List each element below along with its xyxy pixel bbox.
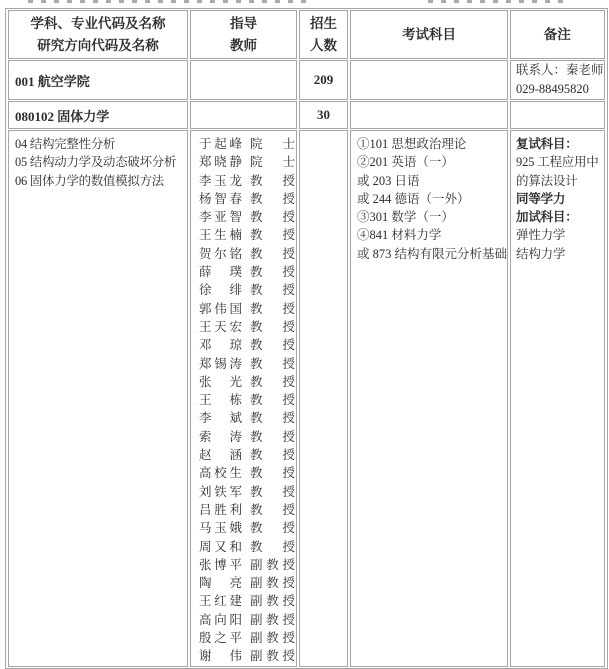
advisor-name: 陶亮: [199, 576, 242, 591]
exam-subject-item: ③301 数学（一）: [357, 210, 454, 225]
header-cell-enrollment: [299, 10, 348, 59]
header-cell-advisors: [190, 10, 297, 59]
admissions-table: [5, 8, 608, 669]
advisor-row: [199, 318, 296, 336]
advisor-name: 李斌: [199, 411, 242, 426]
major-exams-cell-empty: [350, 101, 508, 129]
advisor-row: [199, 263, 296, 281]
header-advisors-line1: 指导: [230, 15, 257, 31]
advisor-name: 于起峰: [199, 137, 242, 151]
advisor-title: 教授: [250, 411, 295, 426]
advisor-title: 教授: [250, 448, 295, 463]
detail-enrollment-cell-empty: [299, 130, 348, 667]
advisor-name: 谢伟: [199, 649, 242, 664]
header-cell-discipline: [8, 10, 188, 59]
research-direction-item: 05 结构动力学及动态破坏分析: [15, 155, 177, 170]
advisor-row: [199, 574, 296, 592]
table-header-row: [8, 10, 605, 59]
major-advisors-cell-empty: [190, 101, 297, 129]
advisor-name: 郑晓静: [199, 155, 242, 170]
advisor-title: 教授: [250, 301, 295, 316]
remark-line: 加试科目：: [516, 210, 578, 225]
header-enrollment-line2: 人数: [310, 37, 337, 53]
college-enrollment: 209: [299, 60, 348, 100]
advisor-title: 教授: [250, 374, 295, 389]
advisor-row: [199, 226, 296, 244]
exam-subject-item: ④841 材料力学: [357, 228, 442, 243]
advisor-row: [199, 464, 296, 482]
advisor-title: 副教授: [250, 576, 295, 591]
advisor-name: 殷之平: [199, 631, 242, 646]
advisor-name: 郑锡涛: [199, 356, 242, 371]
advisor-row: [199, 483, 296, 501]
advisor-title: 教授: [250, 265, 295, 280]
advisor-title: 教授: [250, 356, 295, 371]
advisor-title: 教授: [250, 228, 295, 243]
advisor-name: 贺尔铭: [199, 246, 242, 261]
cropped-top-text-fragment: [28, 0, 313, 3]
advisor-row: [199, 556, 296, 574]
advisor-name: 王红建: [199, 594, 242, 609]
cropped-top-text-fragment: [428, 0, 568, 3]
advisor-row: [199, 647, 296, 665]
exam-subject-item: ①101 思想政治理论: [357, 137, 467, 151]
research-direction-item: 04 结构完整性分析: [15, 137, 116, 151]
college-row: [8, 60, 605, 100]
advisor-row: [199, 538, 296, 556]
advisor-title: 教授: [250, 393, 295, 408]
advisor-name: 张博平: [199, 557, 242, 572]
exam-subject-item: 或 873 结构有限元分析基础: [357, 246, 508, 261]
advisor-title: 教授: [250, 246, 295, 261]
advisor-row: [199, 373, 296, 391]
advisor-name: 高校生: [199, 466, 242, 481]
advisor-title: 教授: [250, 521, 295, 536]
advisor-name: 薛璞: [199, 265, 242, 280]
advisors-cell: [190, 130, 297, 667]
advisor-name: 王天宏: [199, 319, 242, 334]
advisor-name: 邓琼: [199, 338, 242, 353]
header-cell-exam-subjects: 考试科目: [350, 10, 508, 59]
advisor-row: [199, 592, 296, 610]
contact-phone: 029-88495820: [516, 82, 589, 96]
advisor-title: 教授: [250, 191, 295, 206]
advisor-row: [199, 446, 296, 464]
advisor-title: 教授: [250, 210, 295, 225]
advisor-name: 李玉龙: [199, 173, 242, 188]
advisor-title: 副教授: [250, 594, 295, 609]
advisor-title: 教授: [250, 319, 295, 334]
college-remarks-cell: [510, 60, 605, 100]
advisor-title: 副教授: [250, 557, 295, 572]
advisor-row: [199, 519, 296, 537]
research-directions-cell: [8, 130, 188, 667]
advisor-title: 教授: [250, 466, 295, 481]
remark-line: 复试科目：: [516, 137, 578, 151]
research-direction-item: 06 固体力学的数值模拟方法: [15, 173, 164, 188]
advisor-name: 吕胜利: [199, 502, 242, 517]
advisor-name: 周又和: [199, 539, 242, 554]
advisor-name: 王栋: [199, 393, 242, 408]
college-code-name: 001 航空学院: [8, 60, 188, 100]
remarks-cell: [510, 130, 605, 667]
advisor-row: [199, 300, 296, 318]
college-advisors-cell-empty: [190, 60, 297, 100]
advisor-row: [199, 611, 296, 629]
exam-subject-item: 或 203 日语: [357, 173, 420, 188]
advisor-name: 索涛: [199, 429, 242, 444]
advisor-name: 郭伟国: [199, 301, 242, 316]
contact-person: 联系人：秦老师: [516, 63, 604, 77]
advisor-title: 院士: [250, 137, 295, 151]
advisor-row: [199, 391, 296, 409]
advisor-row: [199, 336, 296, 354]
header-cell-remarks: 备注: [510, 10, 605, 59]
remark-line: 的算法设计: [516, 173, 578, 188]
advisor-row: [199, 501, 296, 519]
advisor-name: 刘铁军: [199, 484, 242, 499]
advisor-title: 教授: [250, 283, 295, 298]
advisor-title: 教授: [250, 502, 295, 517]
advisor-name: 杨智春: [199, 191, 242, 206]
advisor-title: 副教授: [250, 649, 295, 664]
exam-subject-item: ②201 英语（一）: [357, 155, 454, 170]
header-advisors-line2: 教师: [230, 37, 257, 53]
advisor-title: 副教授: [250, 612, 295, 627]
advisor-name: 徐绯: [199, 283, 242, 298]
advisor-row: [199, 172, 296, 190]
advisor-title: 教授: [250, 484, 295, 499]
major-enrollment: 30: [299, 101, 348, 129]
advisor-title: 教授: [250, 429, 295, 444]
advisor-row: [199, 355, 296, 373]
advisor-row: [199, 153, 296, 171]
major-code-name: 080102 固体力学: [8, 101, 188, 129]
advisor-title: 教授: [250, 539, 295, 554]
advisor-row: [199, 409, 296, 427]
detail-row: [8, 130, 605, 667]
header-discipline-line2: 研究方向代码及名称: [37, 37, 159, 53]
advisor-title: 副教授: [250, 631, 295, 646]
college-exams-cell-empty: [350, 60, 508, 100]
advisor-title: 教授: [250, 173, 295, 188]
advisor-row: [199, 629, 296, 647]
exam-subject-item: 或 244 德语（一外）: [357, 191, 470, 206]
advisor-row: [199, 281, 296, 299]
remark-line: 结构力学: [516, 246, 566, 261]
advisor-name: 张光: [199, 374, 242, 389]
advisor-name: 马玉娥: [199, 521, 242, 536]
advisor-row: [199, 428, 296, 446]
exam-subjects-cell: [350, 130, 508, 667]
advisor-name: 王生楠: [199, 228, 242, 243]
remark-line: 弹性力学: [516, 228, 566, 243]
major-remarks-cell-empty: [510, 101, 605, 129]
advisor-name: 高向阳: [199, 612, 242, 627]
advisor-name: 赵涵: [199, 448, 242, 463]
remark-line: 同等学力: [516, 191, 566, 206]
advisor-row: [199, 208, 296, 226]
header-discipline-line1: 学科、专业代码及名称: [30, 15, 166, 31]
header-enrollment-line1: 招生: [310, 15, 337, 31]
remark-line: 925 工程应用中: [516, 155, 599, 170]
major-row: [8, 101, 605, 129]
advisor-row: [199, 245, 296, 263]
advisor-title: 教授: [250, 338, 295, 353]
advisor-row: [199, 190, 296, 208]
advisor-title: 院士: [250, 155, 295, 170]
advisor-name: 李亚智: [199, 210, 242, 225]
advisor-row: [199, 135, 296, 153]
